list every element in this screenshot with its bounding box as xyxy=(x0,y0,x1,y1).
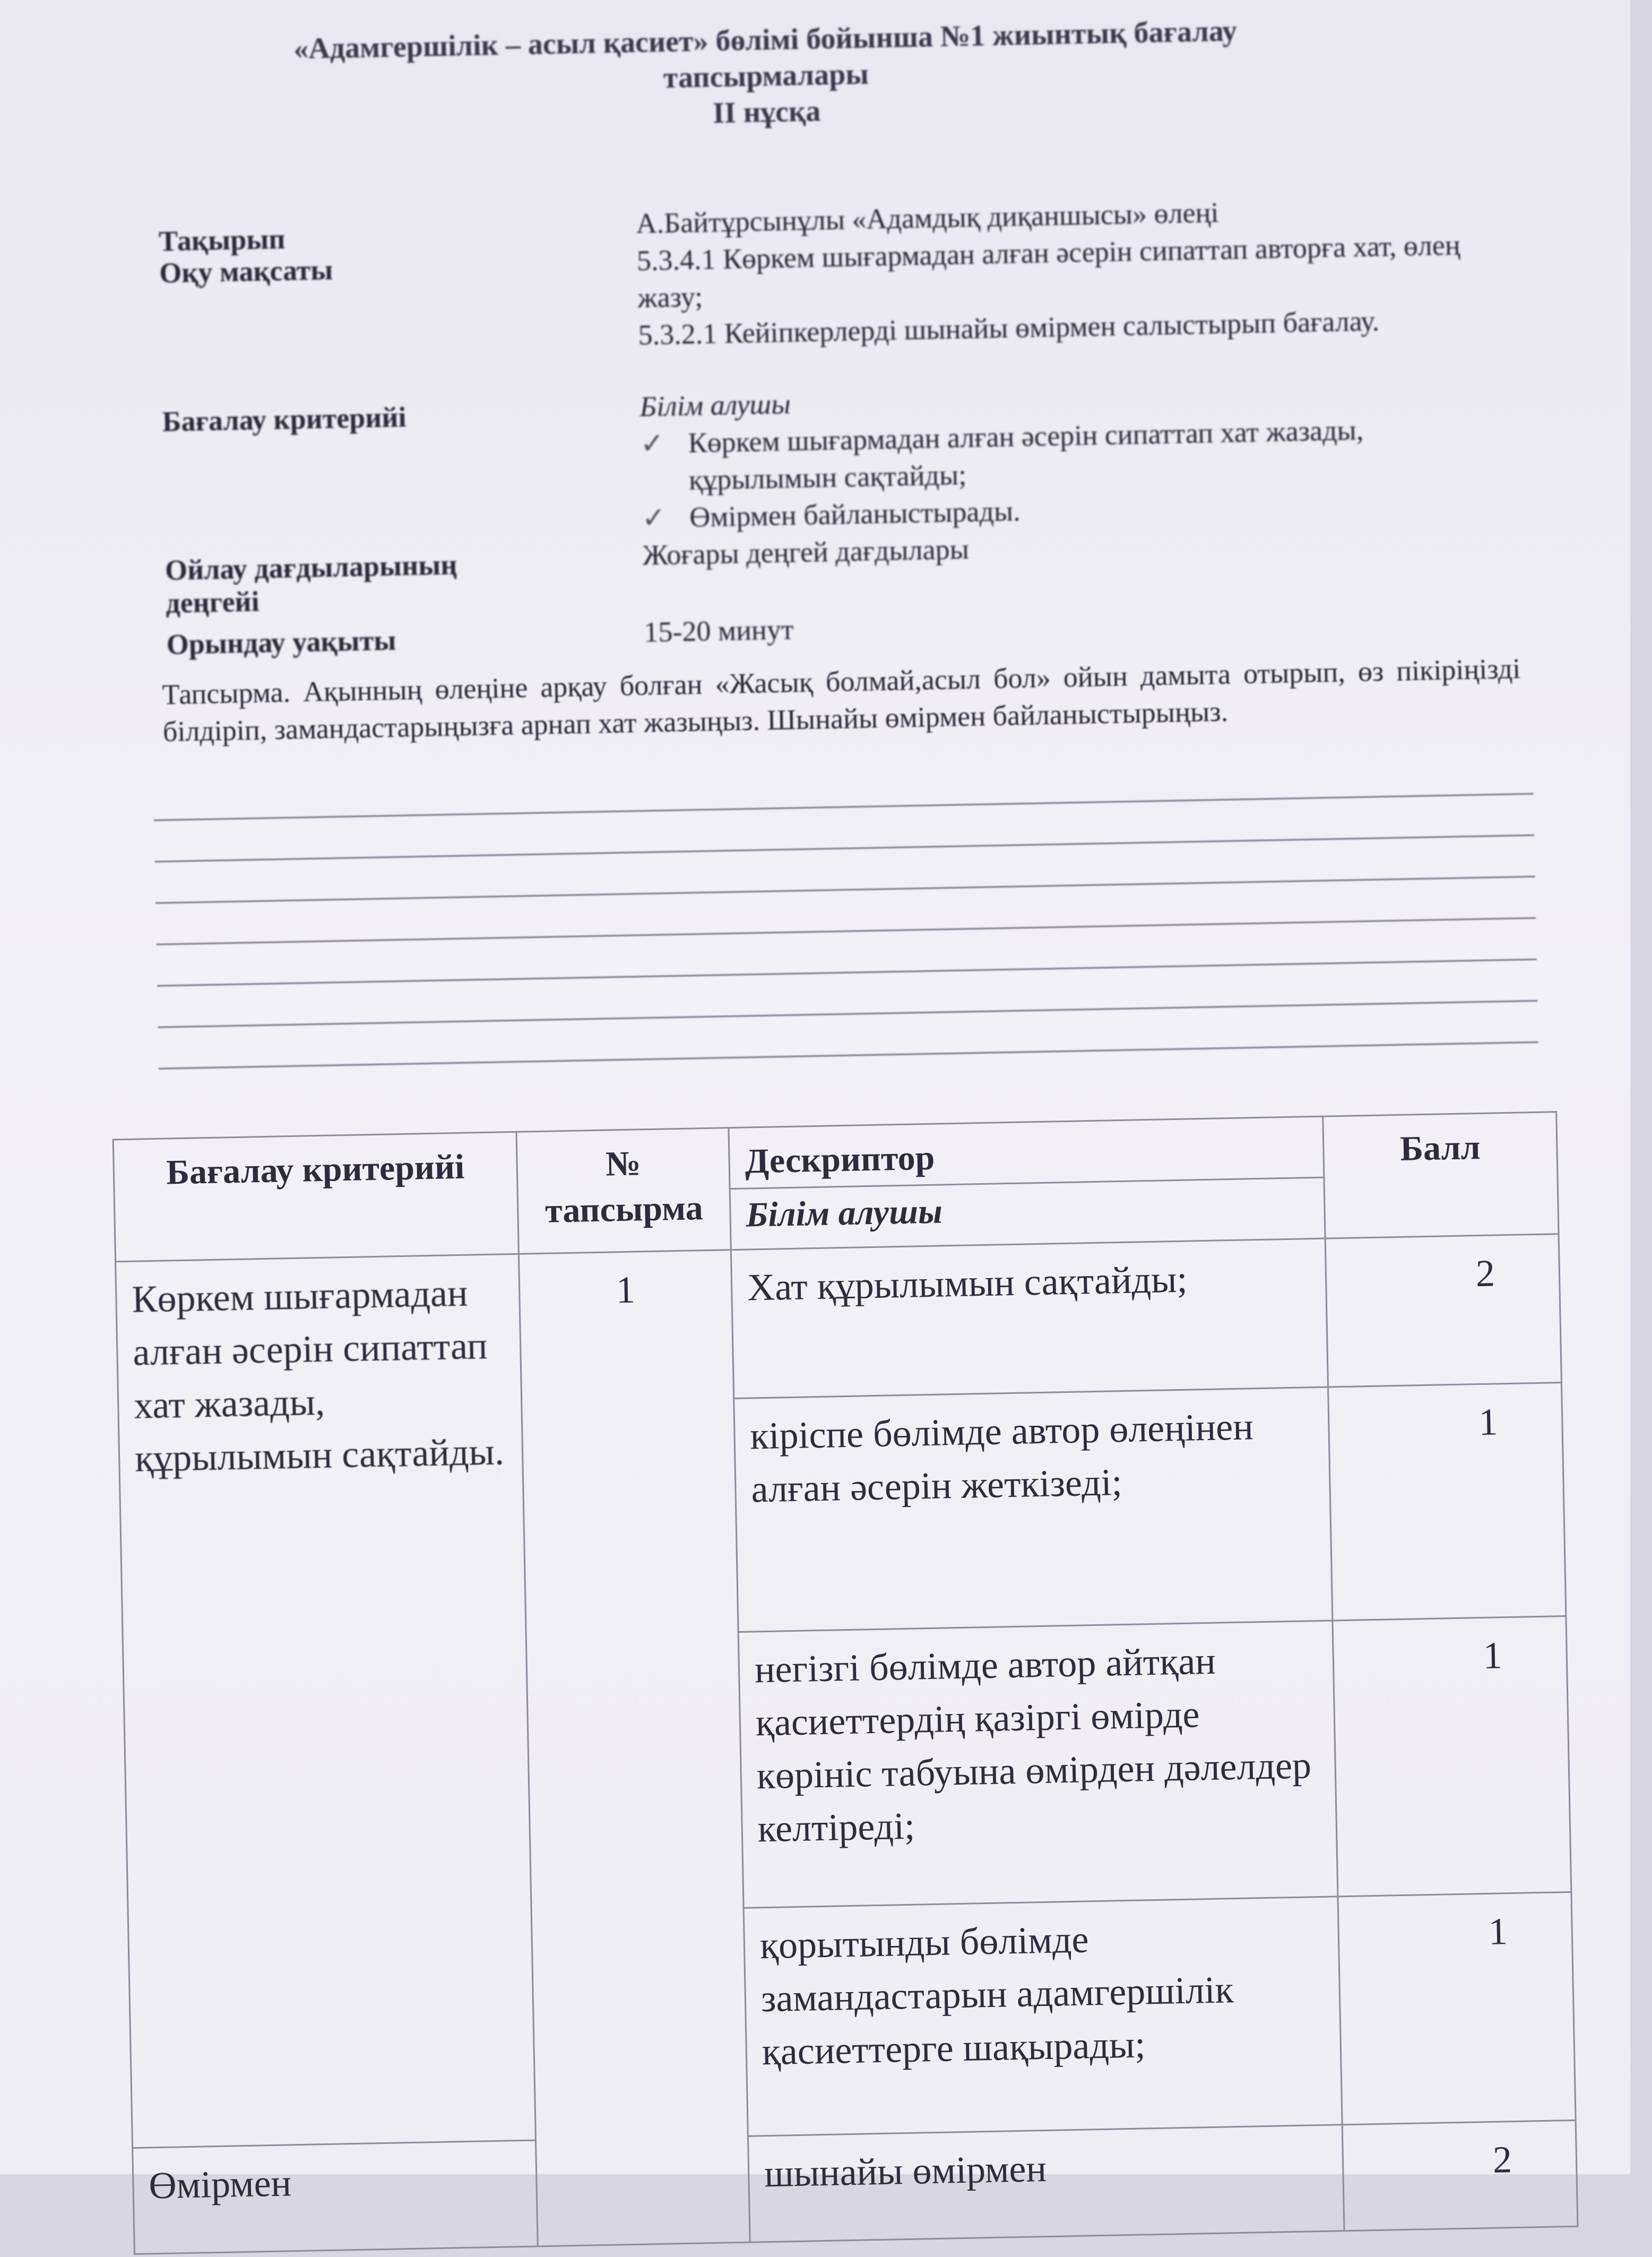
descriptor-cell: қорытынды бөлімде замандастарын адамгершілік қасиеттерге шақырады; xyxy=(743,1897,1342,2136)
criteria-value xyxy=(639,372,1470,537)
score-cell: 1 xyxy=(1338,1892,1576,2124)
answer-line xyxy=(158,1000,1538,1028)
header-number-symbol: № xyxy=(605,1144,642,1184)
answer-line xyxy=(159,1041,1538,1070)
criteria-label: Бағалау критерийі xyxy=(162,401,406,438)
answer-line xyxy=(155,876,1535,904)
descriptor-cell: Хат құрылымын сақтайды; xyxy=(731,1238,1328,1398)
objective-label: Оқу мақсаты xyxy=(159,254,333,289)
header-task-word: тапсырма xyxy=(544,1188,704,1230)
check-mark-icon: ✓ xyxy=(641,502,667,535)
topic-value xyxy=(636,189,1466,354)
objective-2: 5.3.2.1 Кейіпкерлерді шынайы өмірмен салыстырып бағалау. xyxy=(638,305,1380,351)
descriptor-cell: кіріспе бөлімде автор өлеңінен алған әсерін жеткізеді; xyxy=(734,1387,1333,1632)
criteria-item-2-text: Өмірмен байланыстырады. xyxy=(689,495,1021,533)
assessment-table xyxy=(113,1111,1579,2255)
time-label: Орындау уақыты xyxy=(166,624,396,661)
time-value: 15-20 минут xyxy=(643,613,794,649)
title-line-3: ІІ нұсқа xyxy=(712,94,821,130)
thinking-value: Жоғары деңгей дағдылары xyxy=(642,533,970,572)
topic-label: Тақырып xyxy=(158,222,286,257)
criteria-cell-2: Өмірмен xyxy=(133,2140,538,2254)
header-score: Балл xyxy=(1323,1112,1559,1238)
criteria-cell-1: Көркем шығармадан алған әсерін сипаттап хат жазады, құрылымын сақтайды. xyxy=(116,1254,536,2148)
title-line-2: тапсырмалары xyxy=(663,57,869,95)
header-criteria: Бағалау критерийі xyxy=(113,1132,518,1262)
descriptor-cell: негізгі бөлімде автор айтқан қасиеттердің қазіргі өмірде көрініс табуына өмірден дәлелдер келтіреді; xyxy=(738,1621,1338,1908)
thinking-label: Ойлау дағдыларының деңгейі xyxy=(165,548,457,619)
title-line-1: «Адамгершілік – асыл қасиет» бөлімі бойынша №1 жиынтық бағалау xyxy=(293,14,1238,66)
topic-text: А.Байтұрсынұлы «Адамдық диқаншысы» өлеңі xyxy=(636,196,1219,240)
task-number-cell: 1 xyxy=(518,1250,750,2246)
score-cell: 1 xyxy=(1328,1383,1566,1621)
score-cell: 2 xyxy=(1325,1234,1561,1387)
criteria-item-1-text: Көркем шығармадан алған әсерін сипаттап хат жазады, құрылымын сақтайды; xyxy=(688,414,1364,496)
descriptor-cell: шынайы өмірмен xyxy=(748,2125,1344,2242)
table-row xyxy=(116,1234,1562,1410)
answer-line xyxy=(155,834,1535,863)
answer-line xyxy=(154,793,1534,821)
task-text: Тапсырма. Ақынның өлеңіне арқау болған «Жасық болмай,асыл бол» ойын дамыта отырып, өз пікіріңізді білдіріп, замандастарыңызға арнап хат жазыңыз. Шынайы өмірмен байланыстырыңыз. xyxy=(162,652,1521,748)
score-cell: 1 xyxy=(1333,1616,1571,1897)
criteria-intro: Білім алушы xyxy=(639,387,791,423)
score-cell: 2 xyxy=(1342,2120,1578,2230)
meta-block xyxy=(158,188,1485,661)
check-mark-icon: ✓ xyxy=(640,427,665,460)
header-descriptor: Дескриптор xyxy=(729,1116,1324,1188)
answer-line xyxy=(157,959,1537,987)
document-title xyxy=(155,10,1377,142)
objective-1: 5.3.4.1 Көркем шығармадан алған әсерін сипаттап авторға хат, өлең жазу; xyxy=(636,229,1461,314)
answer-line xyxy=(157,917,1536,945)
header-task-number xyxy=(516,1128,731,1254)
header-descriptor-sub: Білім алушы xyxy=(730,1177,1325,1250)
